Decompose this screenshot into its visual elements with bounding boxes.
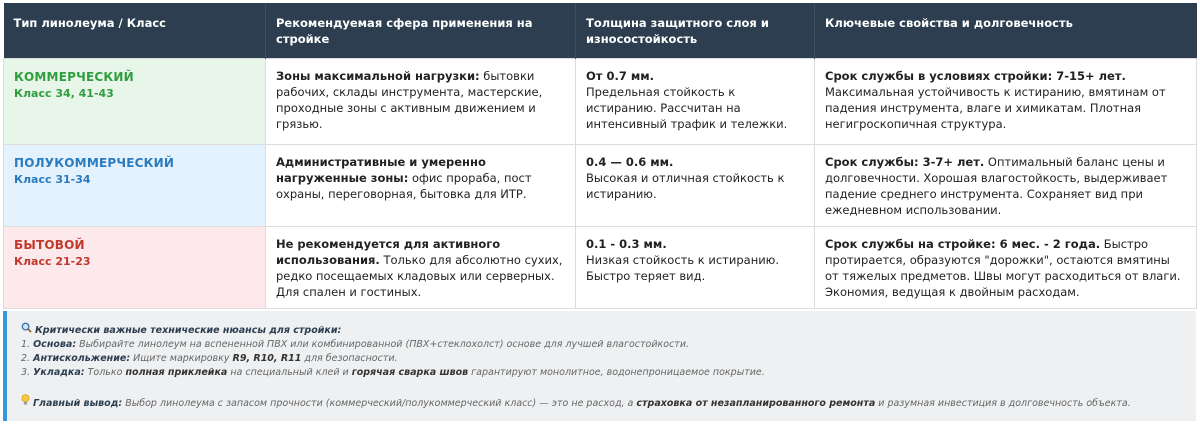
header-use: Рекомендуемая сфера применения на стройке: [266, 3, 576, 59]
lifetime: Срок службы: 3-7+ лет.: [825, 155, 985, 169]
type-cell: [4, 145, 266, 227]
properties-cell: [815, 227, 1197, 309]
thickness-text: Предельная стойкость к истиранию. Рассчитан на интенсивный трафик и тележки.: [586, 85, 788, 131]
thickness-text: Высокая и отличная стойкость к истиранию.: [586, 171, 785, 201]
note-label: Укладка:: [33, 367, 85, 378]
thickness-cell: [576, 145, 815, 227]
type-name: КОММЕРЧЕСКИЙ: [14, 70, 134, 84]
use-heading: Не рекомендуется для активного использования.: [276, 237, 501, 267]
notes-title-line: [21, 322, 1184, 338]
table-row: [4, 59, 1197, 145]
note-marks: R9, R10, R11: [232, 353, 302, 364]
note-emphasis: полная приклейка: [125, 367, 228, 378]
use-heading: Зоны максимальной нагрузки:: [276, 69, 480, 83]
note-item-base: [21, 338, 1184, 352]
note-text: Выбирайте линолеум на вспененной ПВХ или комбинированной (ПВХ+стеклохолст) основе для лучшей влагостойкости.: [76, 339, 690, 350]
type-name: БЫТОВОЙ: [14, 238, 85, 252]
conclusion-emphasis: страховка от незапланированного ремонта: [636, 398, 876, 409]
use-text: бытовки рабочих, склады инструмента, мастерские, проходные зоны с активным движением и грязью.: [276, 69, 543, 131]
table-header-row: [4, 3, 1197, 59]
thickness-cell: [576, 227, 815, 309]
type-name: ПОЛУКОММЕРЧЕСКИЙ: [14, 156, 175, 170]
note-number: 2.: [21, 353, 31, 364]
properties-text: Оптимальный баланс цены и долговечности. Хорошая влагостойкость, выдерживает падение среднего инструмента. Сохраняет вид при ежедневном использовании.: [825, 155, 1168, 217]
type-class: Класс 31-34: [14, 173, 91, 186]
note-label: Антискольжение:: [33, 353, 131, 364]
magnifier-icon: [21, 322, 32, 338]
note-item-antislip: [21, 352, 1184, 366]
table-row: [4, 145, 1197, 227]
header-properties: Ключевые свойства и долговечность: [815, 3, 1197, 59]
conclusion-line: [21, 394, 1184, 411]
conclusion-label: Главный вывод:: [33, 398, 123, 409]
properties-cell: [815, 145, 1197, 227]
thickness-text: Низкая стойкость к истиранию. Быстро теряет вид.: [586, 253, 780, 283]
type-class: Класс 34, 41-43: [14, 87, 114, 100]
notes-title: Критически важные технические нюансы для стройки:: [35, 325, 342, 336]
use-text: офис прораба, пост охраны, переговорная, бытовка для ИТР.: [276, 171, 532, 201]
type-class: Класс 21-23: [14, 255, 91, 268]
note-text: Ищите маркировку: [130, 353, 233, 364]
thickness-value: 0.4 — 0.6 мм.: [586, 155, 674, 169]
note-item-laying: [21, 366, 1184, 380]
note-emphasis: горячая сварка швов: [351, 367, 469, 378]
thickness-value: От 0.7 мм.: [586, 69, 654, 83]
thickness-cell: [576, 59, 815, 145]
lifetime: Срок службы на стройке: 6 мес. - 2 года.: [825, 237, 1101, 251]
type-cell: [4, 227, 266, 309]
header-thickness: Толщина защитного слоя и износостойкость: [576, 3, 815, 59]
type-cell: [4, 59, 266, 145]
lifetime: Срок службы в условиях стройки: 7-15+ лет.: [825, 69, 1126, 83]
properties-text: Быстро протирается, образуются "дорожки", остаются вмятины от тяжелых предметов. Швы могут расходиться от влаги. Экономия, ведущая к двойным расходам.: [825, 237, 1181, 299]
note-text: для безопасности.: [301, 353, 398, 364]
note-label: Основа:: [33, 339, 77, 350]
use-cell: [266, 59, 576, 145]
properties-text: Максимальная устойчивость к истиранию, вмятинам от падения инструмента, влаге и химикатам. Плотная негигроскопичная структура.: [825, 85, 1166, 131]
properties-cell: [815, 59, 1197, 145]
use-cell: [266, 227, 576, 309]
note-text: гарантируют монолитное, водонепроницаемое покрытие.: [468, 367, 765, 378]
table-row: [4, 227, 1197, 309]
conclusion-text: и разумная инвестиция в долговечность объекта.: [875, 398, 1131, 409]
note-number: 3.: [21, 367, 31, 378]
use-cell: [266, 145, 576, 227]
lightbulb-icon: [21, 394, 30, 411]
thickness-value: 0.1 - 0.3 мм.: [586, 237, 667, 251]
conclusion-text: Выбор линолеума с запасом прочности (коммерческий/полукоммерческий класс) — это не расход, а: [122, 398, 637, 409]
note-text: Только: [84, 367, 126, 378]
note-text: на специальный клей и: [227, 367, 352, 378]
note-number: 1.: [21, 339, 31, 350]
use-heading: Административные и умеренно нагруженные зоны:: [276, 155, 486, 185]
technical-notes-box: [3, 311, 1196, 421]
linoleum-comparison-table: [3, 3, 1197, 309]
use-text: Только для абсолютно сухих, редко посещаемых кладовых или серверных. Для спален и гостиных.: [276, 253, 563, 299]
header-type: Тип линолеума / Класс: [4, 3, 266, 59]
